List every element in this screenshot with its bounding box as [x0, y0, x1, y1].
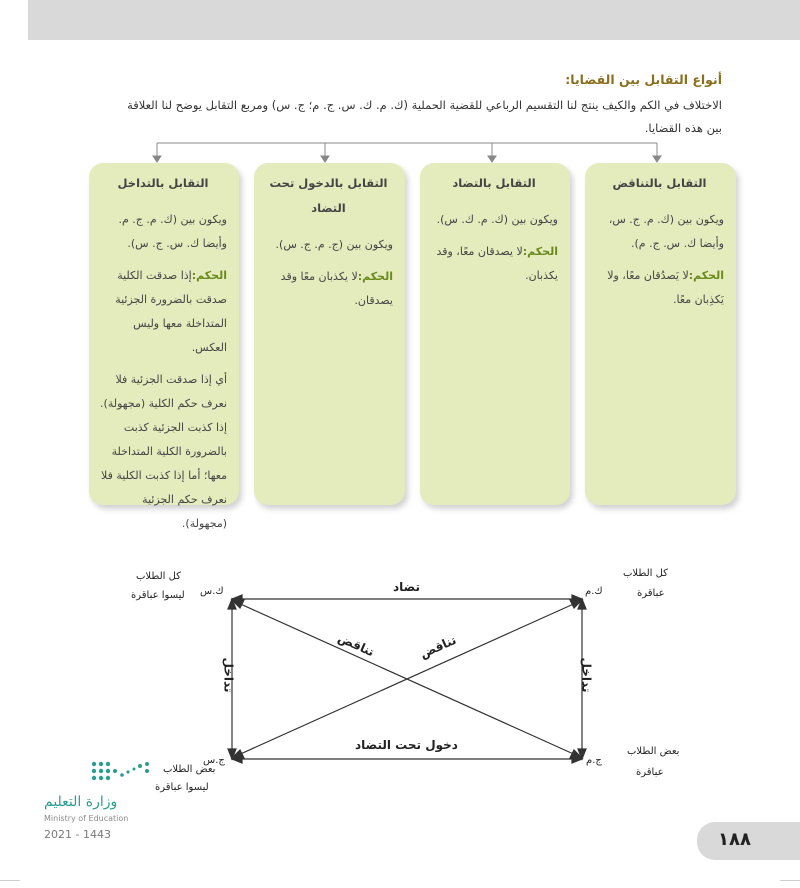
rule-text: لا يَصدُقان معًا، ولا يَكذِبان معًا.: [607, 269, 724, 306]
corner-example-br: بعض الطلاب: [627, 746, 680, 757]
edge-label-top: تضاد: [393, 580, 420, 594]
ministry-name-en: Ministry of Education: [44, 814, 129, 823]
edge-label-bottom: دخول تحت التضاد: [355, 738, 458, 752]
corner-code-bl: ج.س: [203, 755, 225, 766]
section-heading: أنواع التقابل بين القضايا:: [565, 72, 722, 87]
corner-example-tl: كل الطلاب: [136, 571, 181, 582]
intro-line: بين هذه القضايا.: [644, 121, 722, 135]
corner-example-br: عباقرة: [636, 767, 664, 778]
card-title: التقابل بالتضاد: [452, 176, 536, 190]
edge-label-right: تداخل: [579, 657, 594, 693]
card-extra: أي إذا صدقت الجزئية فلا نعرف حكم الكلية (مجهولة). إذا كذبت الجزئية كذبت بالضرورة الكلية المتداخلة معها؛ أما إذا كذبت الكلية فلا نعرف حكم الجزئية (مجهولة).: [100, 373, 227, 530]
rule-text: لا يكذبان معًا وقد يصدقان.: [280, 270, 393, 307]
card-text: ويكون بين (ج. م. ج. س).: [275, 238, 393, 251]
card-title: التقابل بالدخول تحت التضاد: [269, 176, 388, 215]
corner-example-tr: كل الطلاب: [623, 568, 668, 579]
rule-label: الحكم:: [522, 245, 558, 258]
rule-text: إذا صدقت الكلية صدقت بالضرورة الجزئية المتداخلة معها وليس العكس.: [115, 269, 227, 354]
rule-text: لا يصدقان معًا، وقد يكذبان.: [436, 245, 558, 282]
corner-example-tl: ليسوا عباقرة: [131, 590, 185, 601]
ministry-logo-icon: [90, 758, 160, 788]
corner-example-bl: ليسوا عباقرة: [155, 782, 209, 793]
card-text: ويكون بين (ك. م. ك. س).: [436, 213, 558, 226]
corner-code-tr: ك.م: [585, 586, 603, 597]
ministry-name-ar: وزارة التعليم: [44, 794, 118, 810]
card-title: التقابل بالتداخل: [117, 176, 209, 190]
intro-line: الاختلاف في الكم والكيف ينتج لنا التقسيم الرباعي للقضية الحملية (ك. م. ك. س. ج. م؛ ج. س) ومربع التقابل يوضح لنا العلاقة: [127, 98, 722, 112]
rule-label: الحكم:: [357, 270, 393, 283]
card-text: ويكون بين (ك. م. ج. م. وأيضا ك. س. ج. س).: [118, 213, 227, 250]
card-title: التقابل بالتناقض: [612, 176, 707, 190]
corner-code-tl: ك.س: [200, 586, 224, 597]
edition-year: 2021 - 1443: [44, 828, 111, 841]
edge-label-left: تداخل: [221, 657, 236, 693]
page-number: ١٨٨: [718, 829, 751, 850]
corner-example-tr: عباقرة: [637, 588, 665, 599]
corner-code-br: ج.م: [586, 755, 602, 766]
card-text: ويكون بين (ك. م. ج. س، وأيضا ك. س. ج. م).: [608, 213, 724, 250]
diagonal-label-1: تناقض: [335, 630, 377, 660]
corner-example-bl: بعض الطلاب: [163, 764, 216, 775]
footer-divider: [780, 880, 800, 881]
rule-label: الحكم:: [191, 269, 227, 282]
diagonal-label-2: تناقض: [417, 632, 459, 662]
rule-label: الحكم:: [688, 269, 724, 282]
footer-divider: [0, 880, 20, 881]
